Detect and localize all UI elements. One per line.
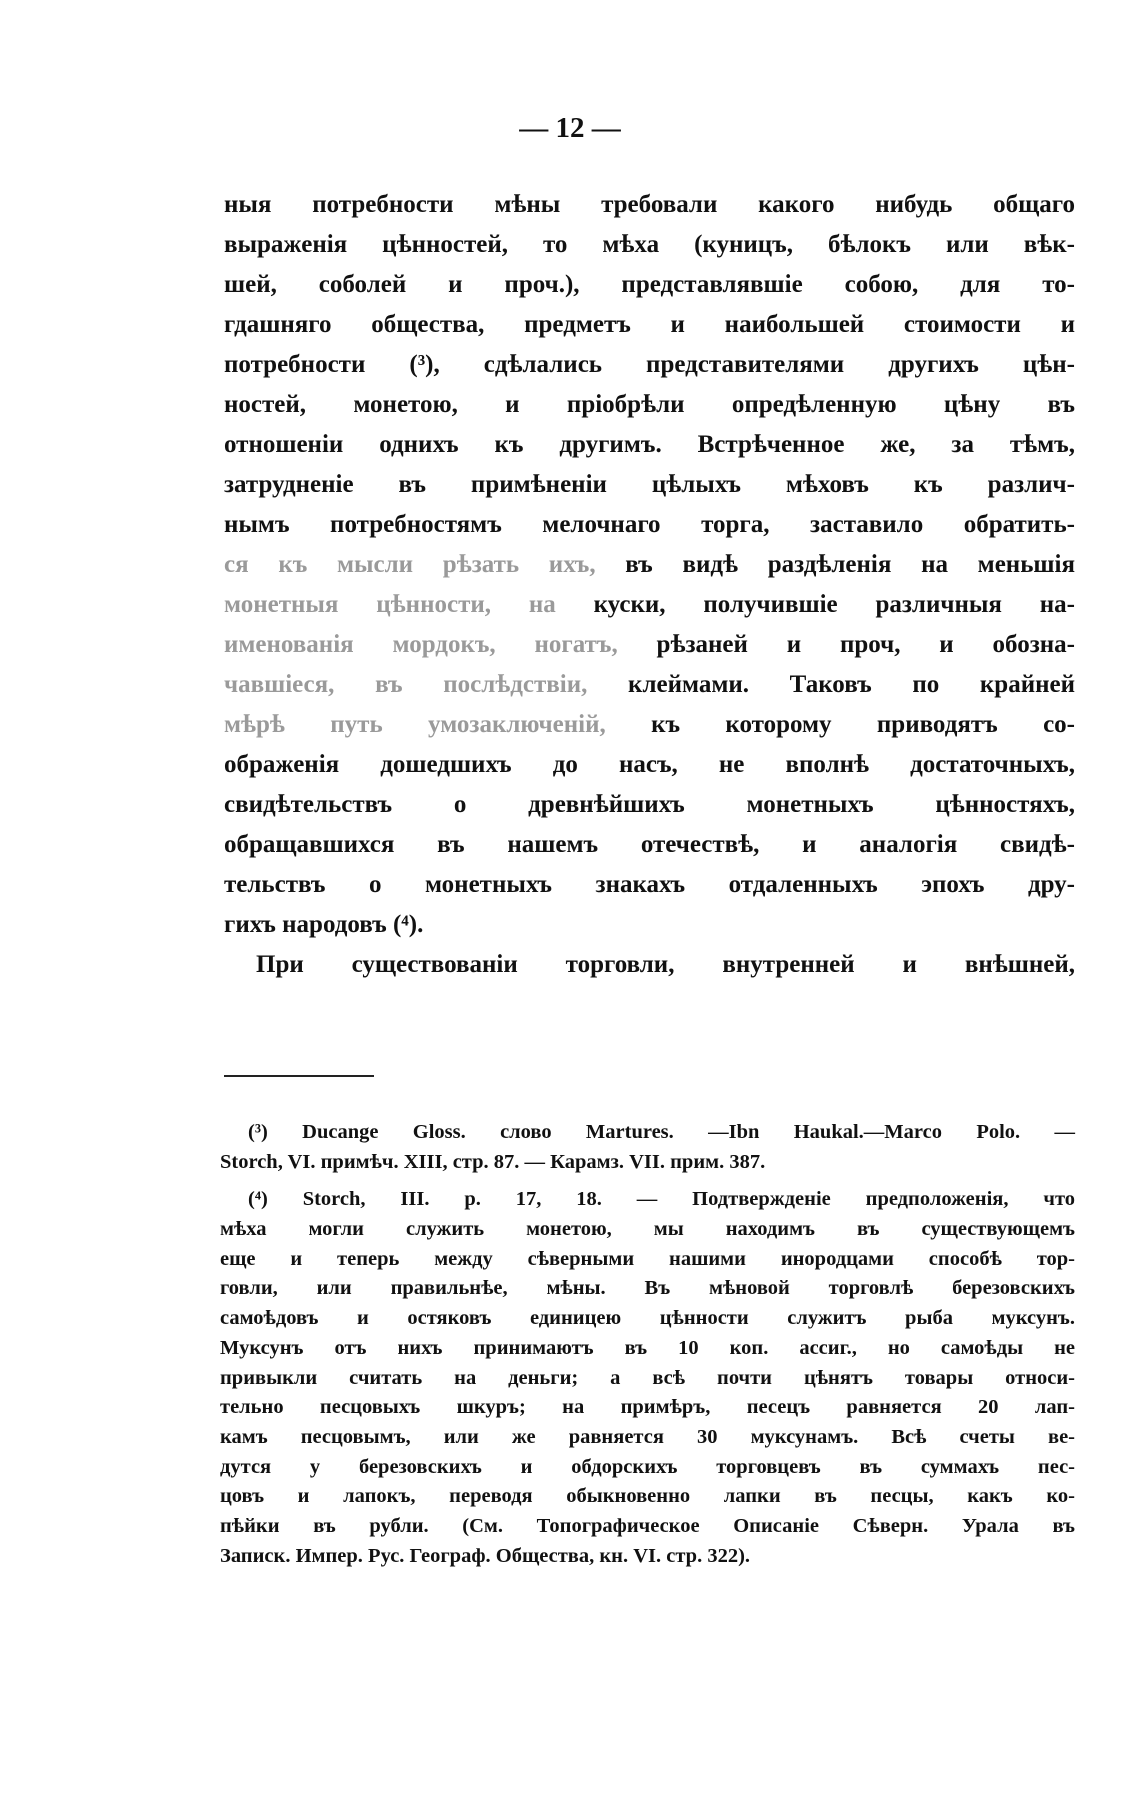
footnote-line: пѣйки въ рубли. (См. Топографическое Описаніе Сѣверн. Урала въ [220,1514,1075,1537]
footnote-line: мѣха могли служить монетою, мы находимъ въ существующемъ [220,1218,1075,1241]
main-line: ображенія дошедшихъ до насъ, не вполнѣ достаточныхъ, [224,751,1075,778]
main-line: обращавшихся въ нашемъ отечествѣ, и аналогія свидѣ- [224,831,1075,858]
main-line: затрудненіе въ примѣненіи цѣлыхъ мѣховъ къ различ- [224,471,1075,498]
main-line [224,625,1075,665]
main-text [224,185,1075,985]
footnote-line: дутся у березовскихъ и обдорскихъ торговцевъ въ суммахъ пес- [220,1455,1075,1478]
line-text: рѣзаней и проч, и обозна- [617,631,1075,658]
main-line: тельствъ о монетныхъ знакахъ отдаленныхъ эпохъ дру- [224,871,1075,898]
main-line: гихъ народовъ (⁴). [224,911,424,938]
footnote-line: тельно песцовыхъ шкуръ; на примѣръ, песецъ равняется 20 лап- [220,1396,1075,1419]
main-line [224,705,1075,745]
faded-text: мѣрѣ путь умозаключеній, [224,711,606,738]
main-line: шей, соболей и проч.), представлявшіе собою, для то- [224,271,1075,298]
main-line: выраженія цѣнностей, то мѣха (куницъ, бѣлокъ или вѣк- [224,231,1075,258]
faded-text: именованія мордокъ, ногатъ, [224,631,618,658]
footnote-line: (⁴) Storch, III. p. 17, 18. — Подтвержденіе предположенія, что [248,1188,1075,1211]
line-text: къ которому приводятъ со- [605,711,1076,738]
footnote-line: Муксунъ отъ нихъ принимаютъ въ 10 коп. ассиг., но самоѣды не [220,1336,1075,1359]
footnote-separator [224,1075,374,1077]
line-text: клеймами. Таковъ по крайней [587,671,1076,698]
footnotes [220,1118,1075,1571]
paragraph-start: При существованіи торговли, внутренней и внѣшней, [256,951,1075,978]
line-text: куски, получившіе различныя на- [555,591,1075,618]
footnote-line: самоѣдовъ и остяковъ единицею цѣнности служитъ рыба муксунъ. [220,1307,1075,1330]
footnote-line: Записк. Импер. Рус. Географ. Общества, кн. VI. стр. 322). [220,1544,751,1567]
main-line: потребности (³), сдѣлались представителями другихъ цѣн- [224,351,1075,378]
footnote-line: еще и теперь между сѣверными нашими инородцами способѣ тор- [220,1247,1075,1270]
faded-text: чавшіеся, въ послѣдствіи, [224,671,588,698]
main-line: гдашняго общества, предметъ и наибольшей стоимости и [224,311,1075,338]
page-number: — 12 — [519,112,621,144]
footnote-line: говли, или правильнѣе, мѣны. Въ мѣновой торговлѣ березовскихъ [220,1277,1075,1300]
line-text: въ видѣ раздѣленія на меньшія [595,551,1076,578]
footnote-line: (³) Ducange Gloss. слово Martures. —Ibn Haukal.—Marco Polo. — [248,1121,1075,1143]
footnote-line: цовъ и лапокъ, переводя обыкновенно лапки въ песцы, какъ ко- [220,1485,1075,1508]
main-line: свидѣтельствъ о древнѣйшихъ монетныхъ цѣнностяхъ, [224,791,1075,818]
faded-text: ся къ мысли рѣзать ихъ, [224,551,596,578]
footnote-line: Storch, VI. примѣч. XIII, стр. 87. — Карамз. VII. прим. 387. [220,1150,766,1173]
faded-text: монетныя цѣнности, на [224,591,556,618]
main-line: ныя потребности мѣны требовали какого нибудь общаго [224,191,1075,218]
main-line [224,665,1075,705]
main-line: ностей, монетою, и пріобрѣли опредѣленную цѣну въ [224,391,1075,418]
main-line: отношеніи однихъ къ другимъ. Встрѣченное же, за тѣмъ, [224,431,1075,458]
main-line [224,545,1075,585]
main-line: нымъ потребностямъ мелочнаго торга, заставило обратить- [224,511,1075,538]
footnote-line: привыкли считать на деньги; а всѣ почти цѣнятъ товары относи- [220,1366,1075,1389]
footnote-line: камъ песцовымъ, или же равняется 30 муксунамъ. Всѣ счеты ве- [220,1425,1075,1448]
main-line [224,585,1075,625]
